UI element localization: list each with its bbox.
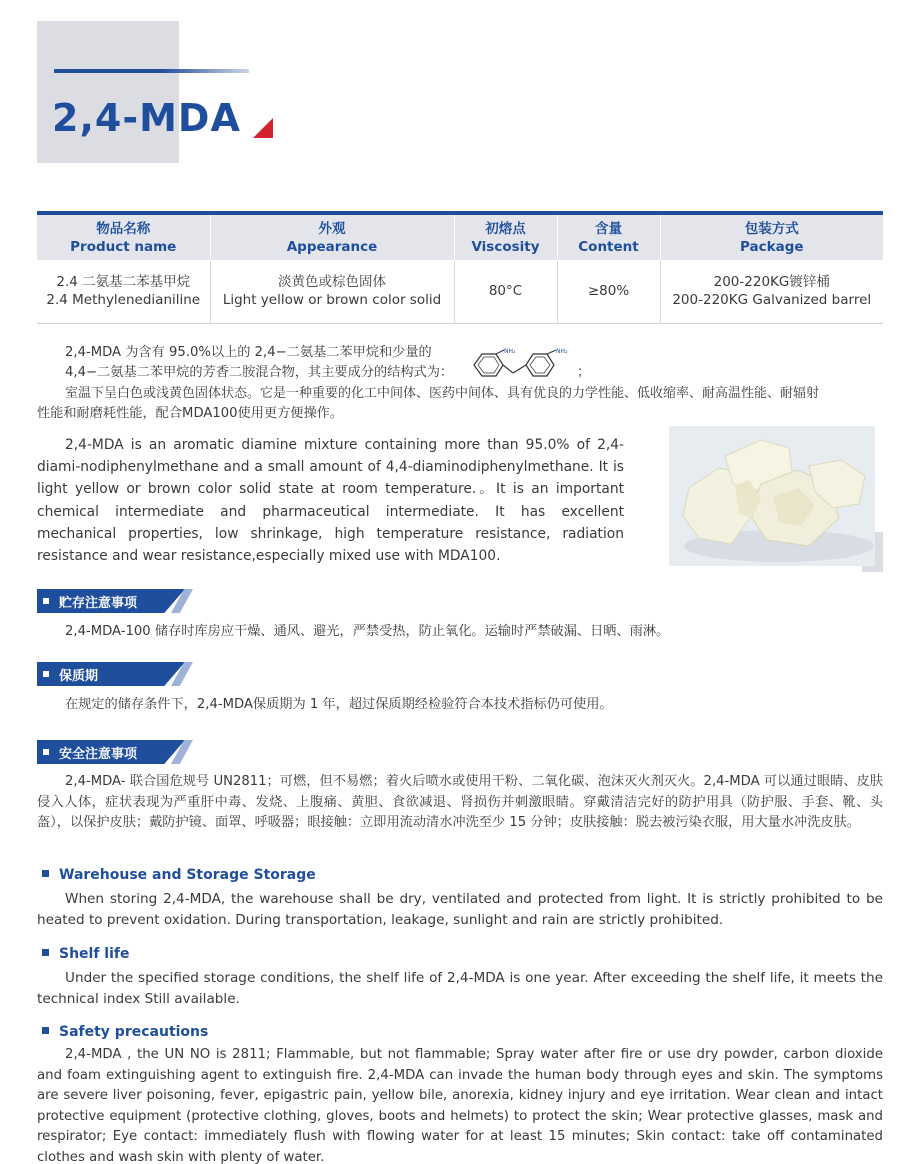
safety-en-text: 2,4-MDA , the UN NO is 2811; Flammable, but not flammable; Spray water after fire or use dry powder, carbon dioxide and foam extinguishing agent to extinguish fire. 2,4-MDA can invade the human body through eyes and skin. The symptoms are severe liver poisoning, fever, epigastric pain, yellow bile, anorexia, kidney injury and eye irritation. Wear clean and intact protective equipment (protective clothing, gloves, boots and helmets) to protect the skin; Wear protective glasses, mask and respirator; Eye contact: immediately flush with flowing water for at least 15 minutes; Skin contact: take off contaminated clothes and wash skin with plenty of water. (37, 1047, 883, 1164)
header-content: 含量 Content (557, 211, 660, 260)
intro-cn-line4: 性能和耐磨耗性能，配合MDA100使用更方便操作。 (37, 406, 344, 421)
shelf-cn-text: 在规定的储存条件下，2,4-MDA保质期为 1 年，超过保质期经检验符合本技术指标仍可使用。 (65, 697, 613, 712)
spec-table (37, 211, 883, 324)
title-red-triangle (253, 118, 273, 138)
intro-cn-line3: 室温下呈白色或浅黄色固体状态。它是一种重要的化工中间体、医药中间体、具有优良的力学性能、低收缩率、耐高温性能、耐辐射 (65, 386, 820, 401)
title-rule (54, 69, 249, 73)
section-header-shelf-cn: 保质期 (37, 662, 185, 686)
section-header-safety-en: Safety precautions (42, 1024, 208, 1040)
header-package: 包装方式 Package (660, 211, 883, 260)
safety-cn-text: 2,4-MDA- 联合国危规号 UN2811；可燃，但不易燃；着火后喷水或使用干粉、二氧化碳、泡沫灭火剂灭火。2,4-MDA 可以通过眼睛、皮肤侵入人体，症状表现为严重肝中毒、发烧、上腹痛、黄胆、食欲减退、肾损伤并刺激眼睛。穿戴清洁完好的防护用具（防护服、手套、靴、头盔），以保护皮肤；戴防护镜、面罩、呼吸器；眼接触：立即用流动清水冲洗至少 15 分钟；皮肤接触：脱去被污染衣服，用大量水冲洗皮肤。 (37, 774, 883, 830)
table-top-bar (37, 211, 883, 215)
structure-formula-image (468, 347, 578, 383)
nh2-label: NH₂ (504, 348, 516, 355)
square-bullet-icon (43, 671, 49, 677)
spec-header-row (37, 211, 883, 260)
intro-cn-line1: 2,4-MDA 为含有 95.0%以上的 2,4−二氨基二苯甲烷和少量的 (65, 345, 432, 360)
square-bullet-icon (42, 949, 49, 956)
intro-en: 2,4-MDA is an aromatic diamine mixture containing more than 95.0% of 2,4-diami-nodiphenylmethane and a small amount of 4,4-diaminodiphenylmethane. It is light yellow or brown color solid state at room temperature.。It is an important chemical intermediate and pharmaceutical intermediate. It has excellent mechanical properties, low shrinkage, high temperature resistance, radiation resistance and wear resistance,especially mixed use with MDA100. (37, 437, 624, 565)
cell-product-name: 2.4 二氨基二苯基甲烷 2.4 Methylenedianiline (37, 260, 210, 323)
table-row (37, 260, 883, 323)
title-backdrop (37, 21, 179, 163)
square-bullet-icon (42, 870, 49, 877)
section-header-shelf-en: Shelf life (42, 946, 130, 962)
header-product-name: 物品名称 Product name (37, 211, 210, 260)
product-photo (669, 426, 875, 566)
nh2-label: NH₂ (556, 348, 568, 355)
header-appearance: 外观 Appearance (210, 211, 454, 260)
storage-cn-text: 2,4-MDA-100 储存时库房应干燥、通风、避光，严禁受热，防止氧化。运输时严禁破漏、日晒、雨淋。 (65, 624, 670, 639)
cell-content: ≥80% (557, 260, 660, 323)
cell-package: 200-220KG镀锌桶 200-220KG Galvanized barrel (660, 260, 883, 323)
cell-appearance: 淡黄色或棕色固体 Light yellow or brown color solid (210, 260, 454, 323)
section-header-safety-cn: 安全注意事项 (37, 740, 185, 764)
section-header-storage-en: Warehouse and Storage Storage (42, 867, 316, 883)
header-viscosity: 初熔点 Viscosity (454, 211, 557, 260)
cell-melting-point: 80°C (454, 260, 557, 323)
shelf-en-text: Under the specified storage conditions, the shelf life of 2,4-MDA is one year. After exceeding the shelf life, it meets the technical index Still available. (37, 970, 883, 1007)
page-title: 2,4-MDA (52, 96, 241, 140)
square-bullet-icon (43, 598, 49, 604)
section-header-storage-cn: 贮存注意事项 (37, 589, 185, 613)
storage-en-text: When storing 2,4-MDA, the warehouse shall be dry, ventilated and protected from light. It is strictly prohibited to be heated to prevent oxidation. During transportation, leakage, sunlight and rain are strictly prohibited. (37, 891, 883, 928)
intro-cn-line2: 4,4−二氨基二苯甲烷的芳香二胺混合物，其主要成分的结构式为： (65, 365, 454, 380)
intro-cn-line2-end: ； (577, 365, 591, 380)
square-bullet-icon (43, 749, 49, 755)
square-bullet-icon (42, 1027, 49, 1034)
